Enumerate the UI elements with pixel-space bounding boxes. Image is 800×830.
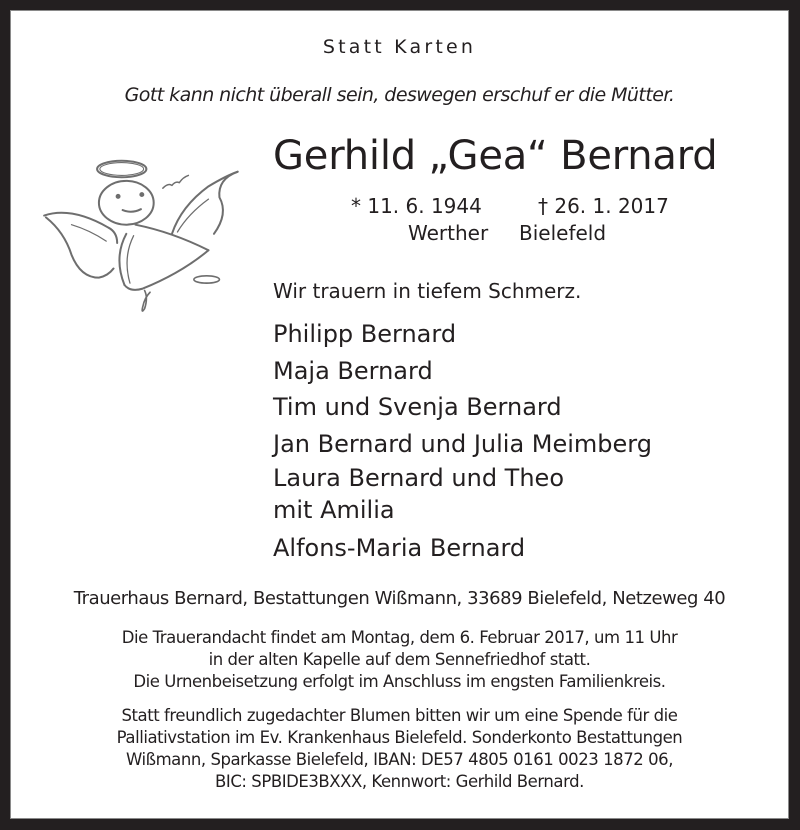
mourner: Jan Bernard und Julia Meimberg: [273, 429, 652, 458]
motto: Gott kann nicht überall sein, deswegen erschuf er die Mütter.: [124, 84, 675, 106]
service-line: in der alten Kapelle auf dem Sennefriedhof statt.: [208, 650, 591, 669]
grief-line: Wir trauern in tiefem Schmerz.: [273, 279, 582, 303]
service-line: Die Urnenbeisetzung erfolgt im Anschluss im engsten Familienkreis.: [133, 672, 666, 691]
mourner: Maja Bernard: [273, 356, 433, 385]
mourner: Alfons-Maria Bernard: [273, 534, 526, 562]
death-date: † 26. 1. 2017: [538, 194, 669, 218]
birth-date: * 11. 6. 1944: [351, 194, 482, 218]
mourner: mit Amilia: [273, 496, 395, 524]
obituary-notice: [10, 10, 789, 819]
heading: Statt Karten: [322, 36, 477, 58]
deceased-name: Gerhild „Gea“ Bernard: [273, 133, 718, 179]
donation-line: Palliativstation im Ev. Krankenhaus Bielefeld. Sonderkonto Bestattungen: [116, 728, 683, 747]
donation-line: Statt freundlich zugedachter Blumen bitten wir um eine Spende für die: [121, 706, 678, 725]
mourners-list: [273, 316, 652, 567]
mourner: Philipp Bernard: [273, 320, 457, 348]
birth-place: Werther: [408, 221, 489, 245]
angel-drawing-icon: [35, 137, 245, 327]
mourner: Tim und Svenja Bernard: [273, 393, 562, 421]
donation-info: [11, 705, 788, 793]
death-place: Bielefeld: [519, 221, 607, 245]
donation-line: Wißmann, Sparkasse Bielefeld, IBAN: DE57 4805 0161 0023 1872 06,: [125, 750, 673, 769]
mourning-house-address: Trauerhaus Bernard, Bestattungen Wißmann, 33689 Bielefeld, Netzeweg 40: [73, 588, 726, 609]
service-line: Die Trauerandacht findet am Montag, dem 6. Februar 2017, um 11 Uhr: [121, 628, 678, 647]
donation-line: BIC: SPBIDE3BXXX, Kennwort: Gerhild Bernard.: [215, 772, 584, 791]
mourner: Laura Bernard und Theo: [273, 464, 564, 492]
service-info: [11, 627, 788, 693]
